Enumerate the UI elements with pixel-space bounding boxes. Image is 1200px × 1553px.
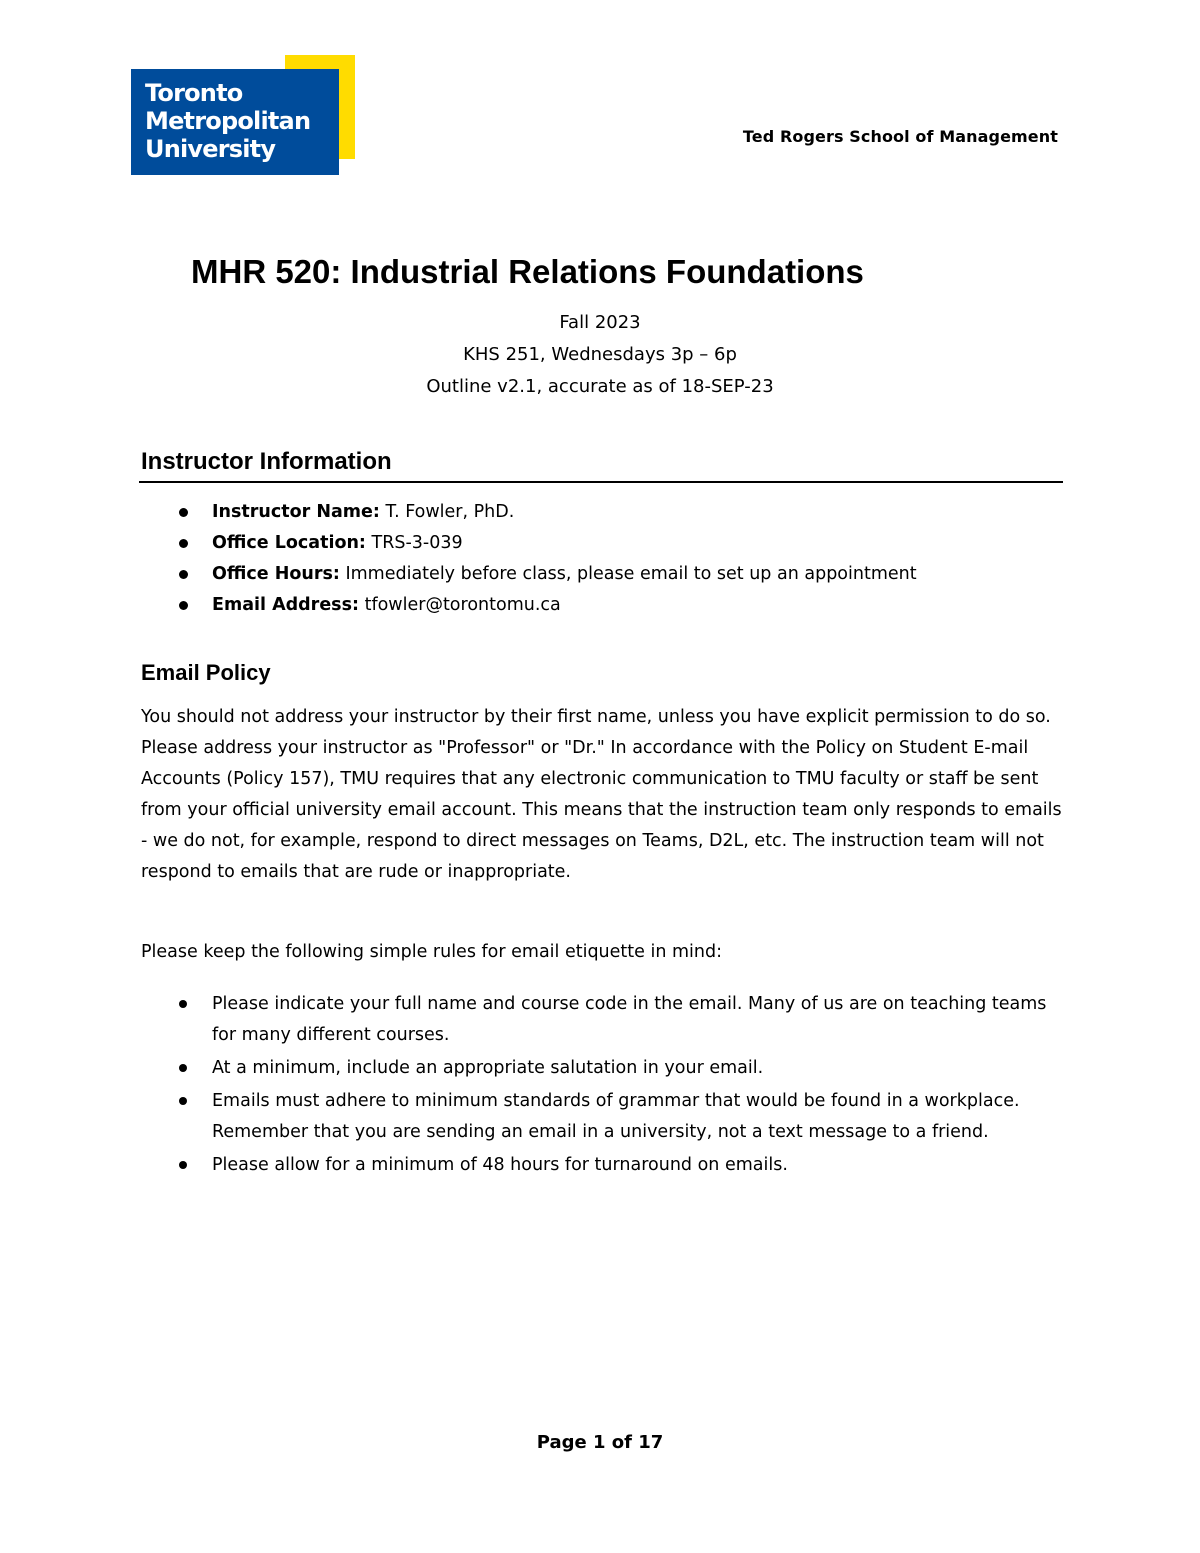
outline-version: Outline v2.1, accurate as of 18-SEP-23 [426, 376, 774, 397]
logo-text-line-2: Metropolitan [145, 107, 311, 135]
list-item [176, 1086, 1066, 1148]
logo-text-line-3: University [145, 135, 276, 163]
rule-text: Please indicate your full name and course code in the email. Many of us are on teaching teams for many different courses. [212, 994, 1047, 1045]
info-value: Immediately before class, please email to set up an appointment [339, 564, 917, 584]
rule-text: Emails must adhere to minimum standards of grammar that would be found in a workplace. Remember that you are sending an email in a university, not a text message to a friend. [212, 1091, 1020, 1142]
bullet-icon [179, 1161, 187, 1169]
bullet-icon [179, 601, 188, 610]
logo-blue-block [131, 69, 339, 175]
bullet-icon [179, 539, 188, 548]
bullet-icon [179, 570, 188, 579]
section-divider [139, 481, 1063, 483]
email-policy-paragraph: You should not address your instructor by their first name, unless you have explicit permission to do so. Please address your instructor as "Professor" or "Dr." In accordance with the Policy on Student E-mail Accounts (Policy 157), TMU requires that any electronic communication to TMU faculty or staff be sent from your official university email account. This means that the instruction team only responds to emails - we do not, for example, respond to direct messages on Teams, D2L, etc. The instruction team will not respond to emails that are rude or inappropriate. [141, 707, 1062, 882]
info-value: tfowler@torontomu.ca [359, 595, 561, 615]
bullet-icon [179, 508, 188, 517]
email-policy-heading: Email Policy [141, 660, 271, 685]
email-rules-list [176, 989, 1066, 1183]
info-label: Office Hours: [212, 564, 340, 584]
list-item [176, 560, 917, 591]
instructor-info-list [176, 498, 917, 622]
rule-text: At a minimum, include an appropriate salutation in your email. [212, 1058, 764, 1078]
bullet-icon [179, 1097, 187, 1105]
list-item [176, 498, 917, 529]
course-schedule: KHS 251, Wednesdays 3p – 6p [463, 344, 737, 365]
instructor-heading: Instructor Information [141, 448, 392, 475]
bullet-icon [179, 1064, 187, 1072]
info-value: T. Fowler, PhD. [379, 502, 515, 522]
logo-text-line-1: Toronto [145, 79, 243, 107]
email-rules-intro: Please keep the following simple rules for email etiquette in mind: [141, 942, 722, 962]
list-item [176, 529, 917, 560]
list-item [176, 1053, 1066, 1084]
school-name: Ted Rogers School of Management [742, 127, 1058, 146]
list-item [176, 591, 917, 622]
bullet-icon [179, 1000, 187, 1008]
info-label: Office Location: [212, 533, 366, 553]
info-label: Email Address: [212, 595, 360, 615]
page-number: Page 1 of 17 [536, 1432, 664, 1453]
info-label: Instructor Name: [212, 502, 380, 522]
info-value: TRS-3-039 [365, 533, 463, 553]
list-item [176, 989, 1066, 1051]
list-item [176, 1150, 1066, 1181]
course-title: MHR 520: Industrial Relations Foundations [191, 253, 864, 290]
course-term: Fall 2023 [559, 312, 641, 333]
rule-text: Please allow for a minimum of 48 hours for turnaround on emails. [212, 1155, 788, 1175]
university-logo [131, 55, 355, 175]
